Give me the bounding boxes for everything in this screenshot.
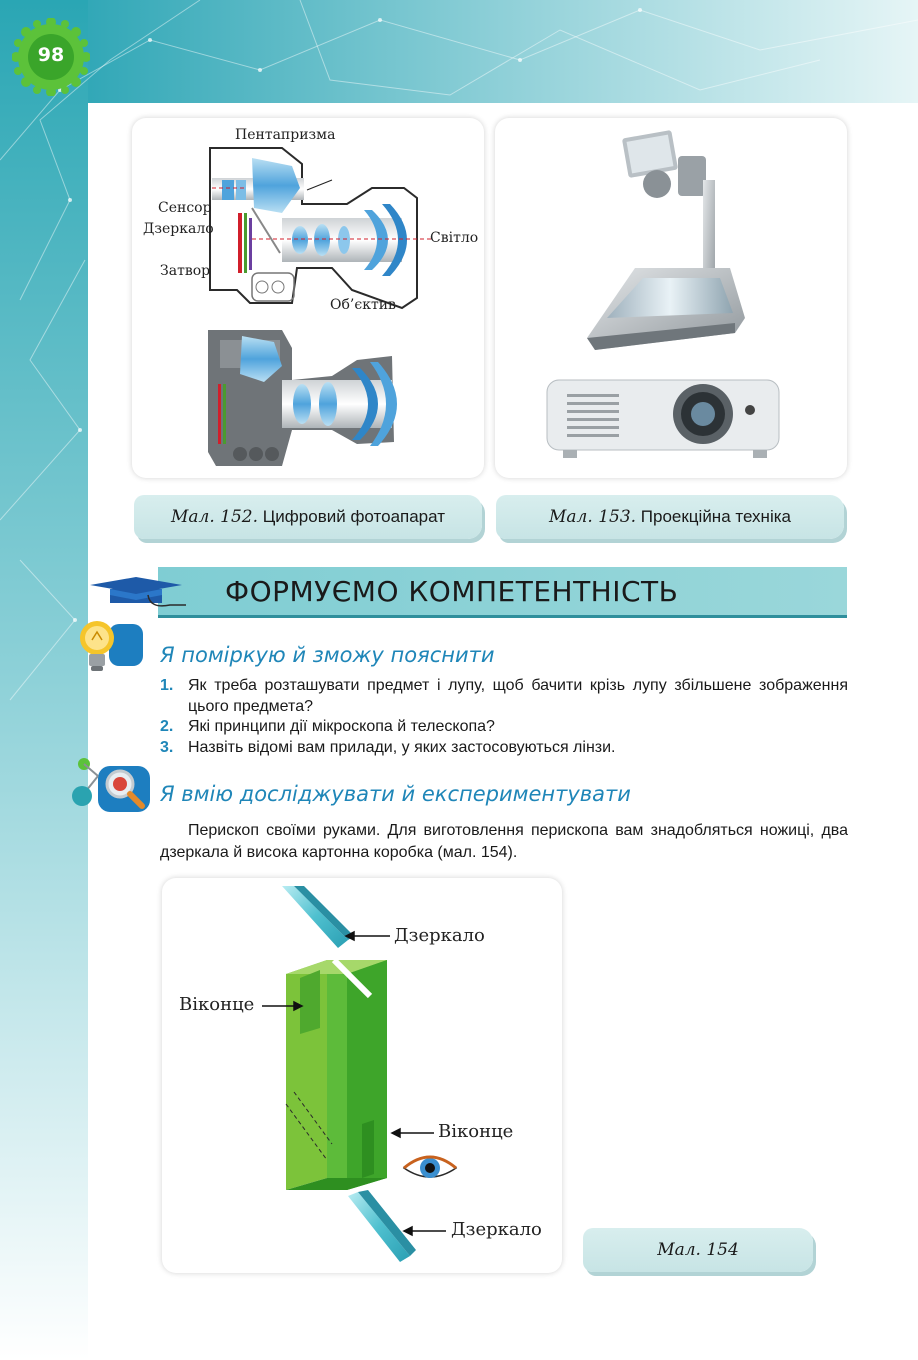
callout-mirror-top: Дзеркало bbox=[394, 925, 485, 946]
callout-lens: Об’єктив bbox=[330, 297, 396, 313]
callout-light: Світло bbox=[430, 230, 479, 246]
figure-152-label: Мал. 152. bbox=[170, 507, 258, 527]
page-number: 98 bbox=[37, 44, 65, 66]
question-number: 3. bbox=[160, 738, 174, 756]
question-item bbox=[160, 717, 848, 738]
question-text: Назвіть відомі вам прилади, у яких застосовуються лінзи. bbox=[188, 738, 616, 756]
research-magnifier-icon bbox=[68, 756, 152, 816]
callout-shutter: Затвор bbox=[160, 263, 211, 279]
lightbulb-icon bbox=[75, 616, 145, 674]
figure-153-caption bbox=[496, 495, 844, 539]
figure-154-label: Мал. 154 bbox=[657, 1240, 739, 1260]
section-title: ФОРМУЄМО КОМПЕТЕНТНІСТЬ bbox=[225, 575, 679, 608]
projection-equipment-image bbox=[495, 118, 847, 478]
callout-window-right: Віконце bbox=[438, 1121, 514, 1142]
experiment-paragraph: Перископ своїми руками. Для виготовлення перископа вам знадобляться ножиці, два дзеркала й висока картонна коробка (мал. 154). bbox=[160, 822, 848, 861]
question-item bbox=[160, 738, 848, 759]
figure-154-caption bbox=[583, 1228, 813, 1272]
question-number: 2. bbox=[160, 718, 174, 735]
callout-mirror-bottom: Дзеркало bbox=[451, 1219, 542, 1240]
question-text: Які принципи дії мікроскопа й телескопа? bbox=[188, 718, 495, 735]
periscope-diagram bbox=[162, 878, 562, 1273]
callout-window-left: Віконце bbox=[179, 994, 255, 1015]
callout-sensor: Сенсор bbox=[158, 200, 212, 216]
callout-mirror: Дзеркало bbox=[143, 221, 214, 237]
part1-heading: Я поміркую й зможу пояснити bbox=[160, 643, 495, 667]
video-projector bbox=[547, 380, 779, 458]
camera-diagram bbox=[132, 118, 484, 478]
overhead-projector bbox=[587, 130, 745, 350]
question-number: 1. bbox=[160, 677, 174, 694]
figure-153-label: Мал. 153. bbox=[549, 507, 637, 527]
part2-heading: Я вмію досліджувати й експериментувати bbox=[160, 782, 631, 806]
figure-152-caption bbox=[134, 495, 482, 539]
questions-list bbox=[160, 676, 848, 758]
question-text: Як треба розташувати предмет і лупу, щоб бачити крізь лупу збільшене зображення цього предмета? bbox=[188, 677, 848, 715]
figure-153-caption-text: Проекційна техніка bbox=[640, 507, 791, 526]
question-item bbox=[160, 676, 848, 717]
figure-152-caption-text: Цифровий фотоапарат bbox=[262, 507, 446, 526]
graduation-cap-icon bbox=[90, 575, 190, 611]
callout-pentaprism: Пентапризма bbox=[235, 127, 336, 143]
